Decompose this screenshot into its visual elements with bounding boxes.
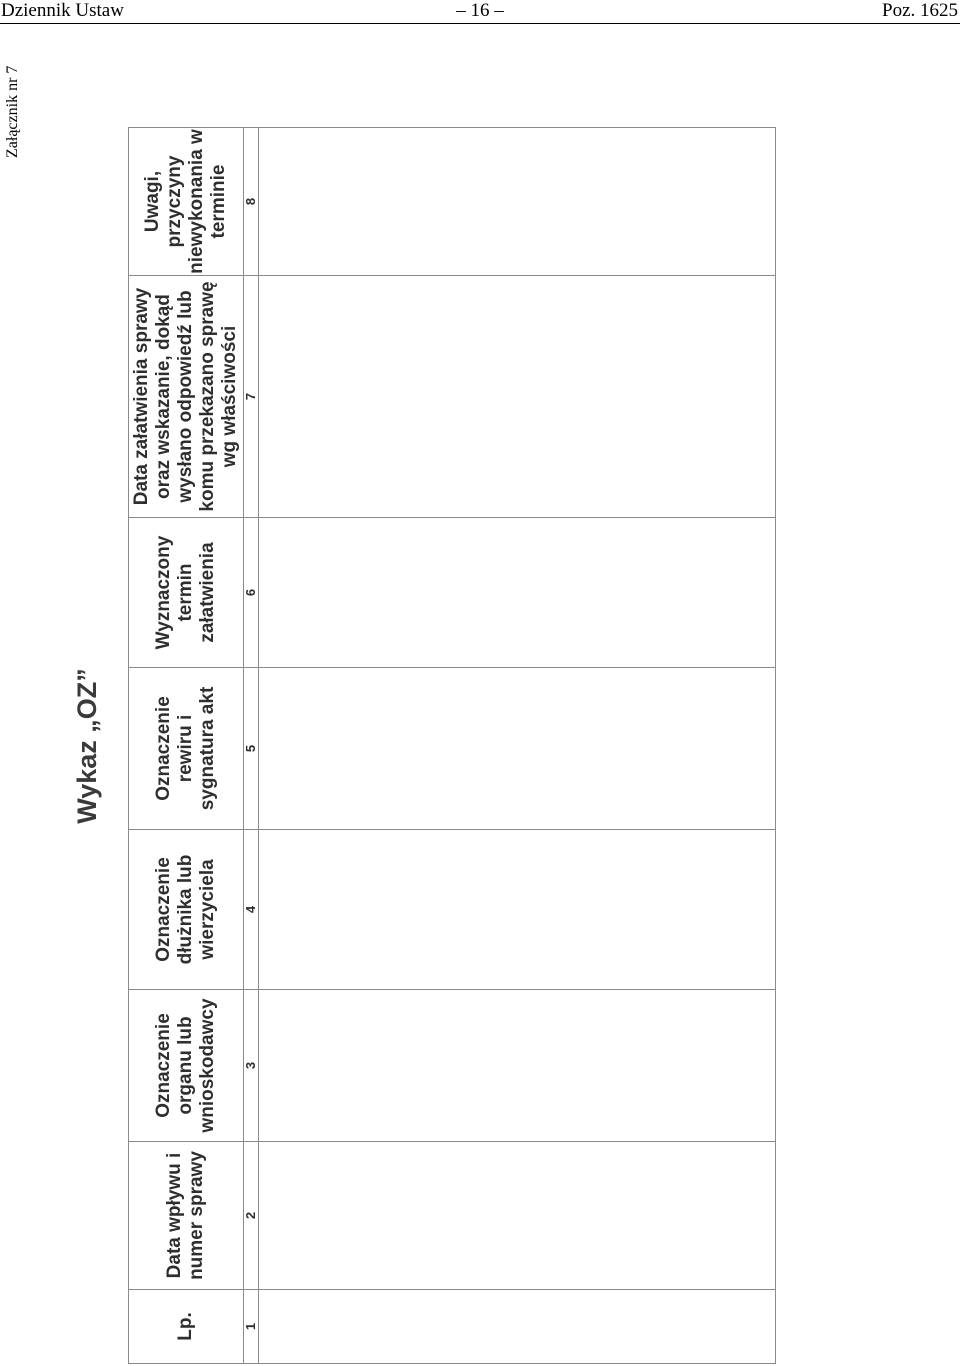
column-number: 3 <box>244 990 259 1142</box>
column-number: 2 <box>244 1142 259 1290</box>
header-rule <box>0 23 960 24</box>
column-header-row <box>129 128 244 1364</box>
form-title: Wykaz „OZ” <box>72 668 102 824</box>
column-header: Uwagi, przyczyny niewykonania w terminie <box>129 128 244 276</box>
annex-label: Załącznik nr 7 <box>4 65 21 158</box>
entry-cell <box>259 128 776 276</box>
column-number: 4 <box>244 830 259 990</box>
column-header: Oznaczenie dłużnika lub wierzyciela <box>129 830 244 990</box>
column-header: Data załatwienia sprawy oraz wskazanie, dokąd wysłano odpowiedź lub komu przekazano sprawę wg właściwości <box>129 276 244 518</box>
entry-cell <box>259 990 776 1142</box>
column-number-row <box>244 128 259 1364</box>
column-number: 7 <box>244 276 259 518</box>
column-header: Oznaczenie organu lub wnioskodawcy <box>129 990 244 1142</box>
page-header <box>0 0 960 24</box>
oz-register-table <box>128 127 776 1364</box>
column-header: Lp. <box>129 1290 244 1364</box>
entry-cell <box>259 1142 776 1290</box>
journal-title: Dziennik Ustaw <box>1 0 124 21</box>
column-number: 8 <box>244 128 259 276</box>
oz-register-form <box>60 128 774 1364</box>
position-number: Poz. 1625 <box>882 0 958 21</box>
page-number: – 16 – <box>456 0 504 21</box>
column-header: Data wpływu i numer sprawy <box>129 1142 244 1290</box>
entry-cell <box>259 668 776 830</box>
column-number: 5 <box>244 668 259 830</box>
column-header: Wyznaczony termin załatwienia <box>129 518 244 668</box>
column-number: 6 <box>244 518 259 668</box>
entry-cell <box>259 830 776 990</box>
column-header: Oznaczenie rewiru i sygnatura akt <box>129 668 244 830</box>
blank-entry-row <box>259 128 776 1364</box>
entry-cell <box>259 1290 776 1364</box>
entry-cell <box>259 518 776 668</box>
entry-cell <box>259 276 776 518</box>
column-number: 1 <box>244 1290 259 1364</box>
